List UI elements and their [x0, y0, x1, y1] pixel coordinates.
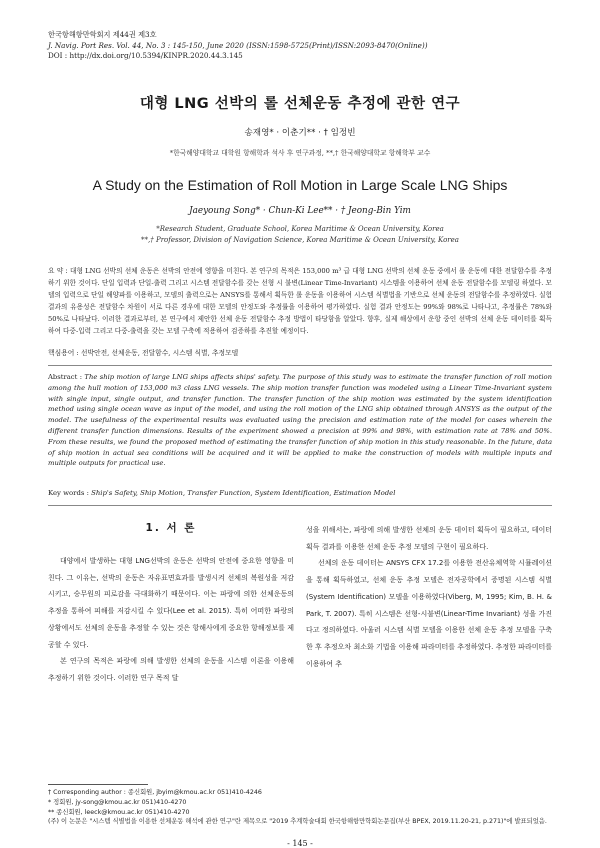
- divider: [48, 505, 552, 506]
- affiliation-en-1: *Research Student, Graduate School, Korea Maritime & Ocean University, Korea: [156, 225, 444, 233]
- doi-line: DOI : http://dx.doi.org/10.5394/KINPR.2020.44.3.145: [48, 51, 243, 60]
- keywords-en: [48, 489, 395, 497]
- paper-title-ko: 대형 LNG 선박의 롤 선체운동 추정에 관한 연구: [139, 96, 461, 112]
- journal-citation: J. Navig. Port Res. Vol. 44, No. 3 : 145-150, June 2020 (ISSN:1598-5725(Print)/ISSN:2093-8470(Online)): [48, 40, 428, 50]
- abstract-ko-text: 대형 LNG 선박의 선체 운동은 선박의 안전에 영향을 미친다. 본 연구의 목적은 153,000 m³ 급 대형 LNG 선박의 선체 운동 중에서 롤 운동에 대한 전달함수를 추정하기 위한 것이다. 단일 입력과 단일-출력 그리고 시스템 전달함수를 갖는 선형 시 불변(Linear Time-Invariant) 시스템을 이용하여 선체 운동 전달함수를 모델링 하였다. 모델의 입력으로 단일 해양파를 이용하고, 모델의 출력으로는 ANSYS를 통해서 획득한 롤 운동을 이용하여 시스템 식별법을 기반으로 선체 운동의 전달함수를 추정하였다. 실험 결과의 유용성은 전달함수 차원이 서로 다른 경우에 대한 모델의 안정도와 추정률을 이용하여 평가하였다. 실험 결과 안정도는 99%와 98%로 나타나고, 추정률은 78%와 50%로 나타났다. 이러한 결과로부터, 본 연구에서 제안한 선체 운동 전달함수 추정 방법이 타당함을 알았다. 향후, 실제 해상에서 운항 중인 선박의 선체 운동 데이터를 획득하여 다중-입력 그리고 다중-출력을 갖는 모델 구축에 적용하여 검증하를 추진할 예정이다.: [48, 267, 552, 335]
- journal-header: [48, 30, 428, 62]
- keywords-ko-text: 선박안전, 선체운동, 전달함수, 시스템 식별, 추정모델: [80, 349, 239, 357]
- divider: [48, 365, 552, 366]
- footnote-author-2: ** 종신회원, leeck@kmou.ac.kr 051)410-4270: [48, 808, 190, 816]
- abstract-en: [48, 372, 552, 469]
- abstract-ko: [48, 265, 552, 337]
- page-number: - 145 -: [287, 839, 313, 848]
- paper-title-en: A Study on the Estimation of Roll Motion in Large Scale LNG Ships: [92, 177, 508, 193]
- abstract-ko-label: 요 약 :: [48, 267, 70, 275]
- paragraph: 성을 위해서는, 파랑에 의해 발생한 선체의 운동 데이터 획득이 필요하고, 데이터 획득 결과를 이용한 선체 운동 추정 모델의 구현이 필요하다.: [306, 526, 552, 551]
- keywords-ko-label: 핵심용어 :: [48, 349, 81, 357]
- keywords-en-text: Ship's Safety, Ship Motion, Transfer Function, System Identification, Estimation Model: [91, 489, 396, 497]
- authors-ko: 송재영* · 이춘기** · † 임정빈: [244, 128, 356, 138]
- affiliation-en-2: **,† Professor, Division of Navigation Science, Korea Maritime & Ocean University, Korea: [141, 236, 459, 244]
- footnotes: [48, 788, 552, 827]
- footnote-note: (주) 이 논문은 "시스템 식별법을 이용한 선체운동 해석에 관한 연구"란 제목으로 "2019 추계학술대회 한국항해항만학회논문집(부산 BPEX, 2019.11.20-21, p.271)"에 발표되었음.: [48, 818, 547, 826]
- body-column-right: [306, 522, 552, 672]
- footnote-corresponding: † Corresponding author : 종신회원, jbyim@kmou.ac.kr 051)410-4246: [48, 789, 262, 796]
- paragraph: 선체의 운동 데이터는 ANSYS CFX 17.2를 이용한 전산유체역학 시뮬레이션을 통해 획득하였고, 선체 운동 추정 모델은 전자공학에서 증명된 시스템 식별(System Identification) 모델을 이용하였다(Viberg, M, 1995; Kim, B. H. & Park, T. 2007). 특히 시스템은 선형-시불변(Linear-Time Invariant) 성을 가진다고 정의하였다. 아울러 시스템 식별 모델을 이용한 선체 운동 추정 모델을 구축한 후 추정오차 최소화 기법을 이용해 파라미터를 추정하였다. 추정한 파라미터를 이용하여 추: [306, 559, 552, 668]
- paragraph: 대양에서 발생하는 대형 LNG선박의 운동은 선박의 안전에 중요한 영향을 미친다. 그 이유는, 선박의 운동은 자유표면효과를 발생시켜 선체의 복원성을 저감시키고, 승무원의 피로감을 극대화하기 때문이다. 이는 파랑에 의한 선체운동의 추정을 통하여 피해를 저감시킬 수 있다(Lee et al. 2015). 특히 어떠한 파랑의 상황에서도 선체의 운동을 추정할 수 있는 것은 항해사에게 중요한 항해정보를 제공할 수 있다.: [48, 557, 294, 649]
- keywords-ko: [48, 347, 238, 357]
- abstract-en-text: The ship motion of large LNG ships affects ships' safety. The purpose of this study was to estimate the transfer function of roll motion among the hull motion of 153,000 m3 class LNG vessels. The ship motion transfer function was modeled using a Linear Time-Invariant system with single input, single output, and transfer function. The transfer function of the ship motion was estimated by the system identification method using single ocean wave as input of the model, and using the roll motion of the LNG ship obtained through ANSYS as the output of the model. The usefulness of the experimental results was evaluated using the precision and estimation rate of the model for cases wherein the different transfer function dimensions. Results of the experiment showed a precision at 99% and 98%, with estimation rate at 78% and 50%. From these results, we found the proposed method of estimating the transfer function of ship motion in this study reasonable. In the future, data of ship motion in actual sea conditions will be acquired and it will be applied to make the construction of models with multiple inputs and multiple outputs for practical use.: [48, 373, 552, 468]
- paragraph: 본 연구의 목적은 파랑에 의해 발생한 선체의 운동을 시스템 이론을 이용해 추정하기 위한 것이다. 이러한 연구 목적 달: [48, 657, 294, 682]
- body-column-left: [48, 553, 294, 687]
- footnote-author-1: * 정회원, jy-song@kmou.ac.kr 051)410-4270: [48, 798, 187, 806]
- section-heading-introduction: 1. 서 론: [145, 522, 197, 534]
- journal-name-ko: 한국항해항만학회지 제44권 제3호: [48, 30, 157, 39]
- affiliation-ko: *한국해양대학교 대학원 항해학과 석사 후 연구과정, **,† 한국해양대학교 항해학부 교수: [169, 149, 431, 157]
- affiliation-en: [0, 224, 600, 246]
- keywords-en-label: Key words :: [48, 489, 92, 497]
- abstract-en-label: Abstract :: [48, 373, 85, 381]
- footnote-divider: [48, 784, 148, 785]
- authors-en: Jaeyoung Song* · Chun-Ki Lee** · † Jeong-Bin Yim: [189, 206, 411, 216]
